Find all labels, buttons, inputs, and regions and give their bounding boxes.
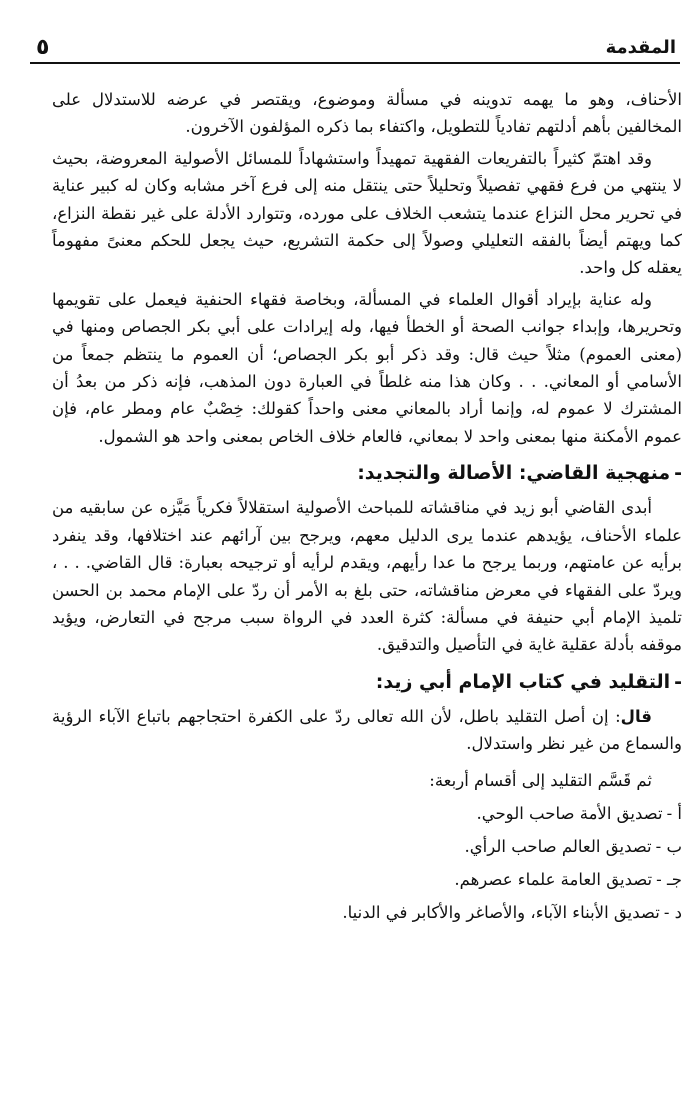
list-item-text: تصديق الأبناء الآباء، والأصاغر والأكابر في الدنيا.: [342, 902, 660, 922]
section-heading-methodology-text: منهجية القاضي: الأصالة والتجديد:: [357, 462, 671, 485]
section-heading-taqlid-text: التقليد في كتاب الإمام أبي زيد:: [375, 670, 671, 693]
running-title: المقدمة: [605, 37, 676, 58]
heading-dash: -: [674, 462, 682, 485]
taqlid-paragraph-text: : إن أصل التقليد باطل، لأن الله تعالى ردّ على الكفرة احتجاجهم باتباع الآباء الرؤية والسماع من غير نظر واستدلال.: [52, 706, 682, 754]
taqlid-paragraph: [52, 703, 682, 758]
list-item: [52, 863, 682, 896]
methodology-paragraph: أبدى القاضي أبو زيد في مناقشاته للمباحث الأصولية استقلالاً فكرياً مَيَّزه عن سابقيه من علماء الأحناف، يؤيدهم عندما يرى الدليل معهم، ويرجح بين آرائهم عند اختلافها، وقد ينفرد برأيه عن عامتهم، وربما يرجح ما عدا رأيهم، ويقدم لرأيه أو ترجيحه بعبارة: قال القاضي. . . ، ويردّ على الفقهاء في معرض مناقشاته، حتى بلغ به الأمر أن ردّ على الإمام محمد بن الحسن تلميذ الإمام أبي حنيفة في مسألة: كثرة العدد في الرواة سبب مرجح في التعارض، ويؤيد موقفه بأدلة عقلية غاية في التأصيل والتدقيق.: [52, 498, 682, 655]
list-item-letter: ب -: [655, 836, 682, 856]
list-item-letter: أ -: [666, 803, 682, 823]
body-paragraph-3: وله عناية بإيراد أقوال العلماء في المسألة، وبخاصة فقهاء الحنفية فيعمل على تقويمها وتحريرها، وإبداء جوانب الصحة أو الخطأ فيها، وله إيرادات على أبي بكر الجصاص ومنها في (معنى العموم) مثلاً حيث قال: وقد ذكر أبو بكر الجصاص؛ أن العموم ما ينتظم جمعاً من الأسامي أو المعاني. . . وكان هذا منه غلطاً في العبارة دون المذهب، فإنه ذكر من بعدُ أن المشترك لا عموم له، وإنما أراد بالمعاني معنى واحداً كقولك: خِصْبٌ عام ومطر عام، فإن عموم الأمكنة منها بمعنى واحد لا بمعاني، فالعام خلاف الخاص بمعنى واحد هو الشمول.: [52, 289, 682, 446]
list-item: [52, 830, 682, 863]
taqlid-categories-list: [52, 764, 682, 929]
list-item-text: تصديق العامة علماء عصرهم.: [454, 869, 653, 889]
running-head: [30, 28, 680, 64]
list-item: [52, 896, 682, 929]
section-heading-taqlid: [52, 667, 682, 697]
page-number: ٥: [36, 35, 50, 60]
body-paragraph-2: وقد اهتمّ كثيراً بالتفريعات الفقهية تمهيداً واستشهاداً للمسائل الأصولية المعروضة، بحيث لا ينتهي من فرع فقهي تفصيلاً وتحليلاً حتى ينتقل منه إلى فرع آخر مشابه وكان له كبير عناية في تحرير محل النزاع عندما يتشعب الخلاف على مورده، وتتوارد الأدلة على غير نقطة النزاع، كما ويهتم أيضاً بالفقه التعليلي وصولاً إلى حكمة التشريع، حيث يجعل للحكم معنىً مفهوماً يعقله كل واحد.: [52, 148, 682, 278]
section-heading-methodology: [52, 458, 682, 488]
heading-dash: -: [674, 670, 682, 693]
list-item-text: تصديق العالم صاحب الرأي.: [464, 836, 652, 856]
list-item-letter: د -: [663, 902, 682, 922]
list-item-text: تصديق الأمة صاحب الوحي.: [476, 803, 663, 823]
list-intro: ثم قَسَّم التقليد إلى أقسام أربعة:: [429, 770, 652, 790]
list-item-letter: جـ -: [656, 869, 682, 889]
body-paragraph-1: الأحناف، وهو ما يهمه تدوينه في مسألة وموضوع، ويقتصر في عرضه للاستدلال على المخالفين بأهم أدلتهم تفادياً للتطويل، واكتفاء بما ذكره المؤلفون الآخرون.: [52, 90, 682, 137]
qala-label: قال: [620, 706, 652, 726]
list-item: [52, 797, 682, 830]
page-body: [52, 86, 682, 929]
